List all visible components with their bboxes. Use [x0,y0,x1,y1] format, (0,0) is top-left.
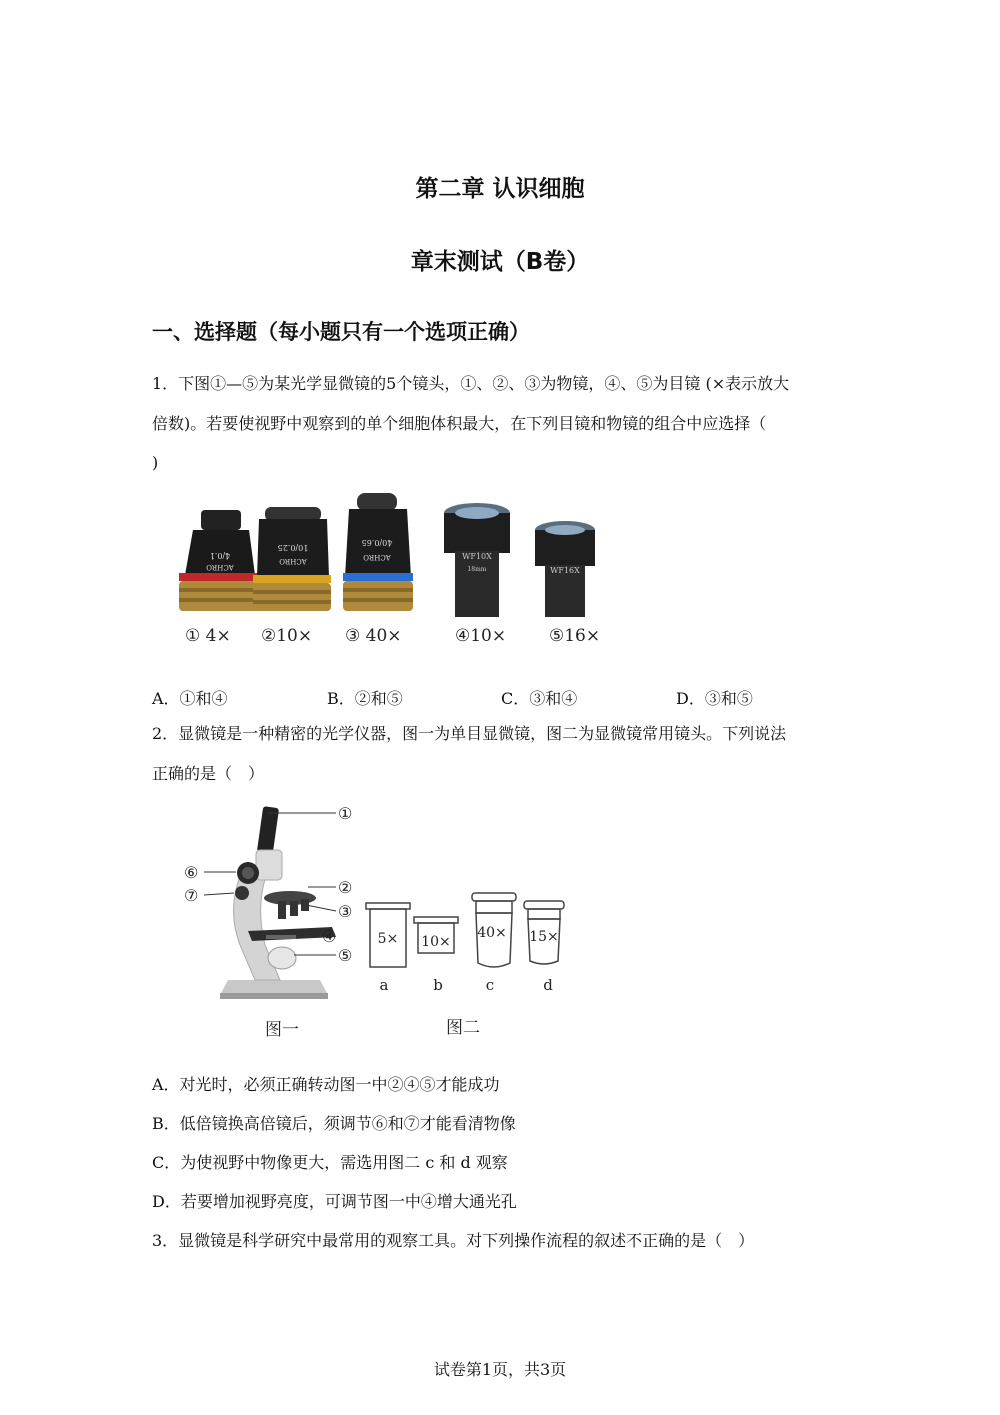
lens-letter: d [543,976,553,994]
callout-label: ④ [322,927,337,946]
page-footer: 试卷第1页，共3页 [433,1360,567,1379]
chapter-title: 第二章 认识细胞 [415,176,585,202]
q1-option-d[interactable]: D．③和⑤ [676,689,753,708]
objective-lens-2 [253,507,331,611]
lens-engraving: ACHRO [279,557,307,565]
lens-letter: b [433,976,443,994]
lens-letter: c [485,976,495,994]
figure-caption: 图一 [265,1020,299,1040]
microscope-illustration [184,804,352,999]
lens-caption: ④10× [455,626,507,646]
subtitle: 章末测试（B卷） [410,249,590,275]
section-heading: 一、选择题（每小题只有一个选项正确） [152,320,530,344]
callout-label: ② [338,878,353,897]
q2-option-b[interactable]: B．低倍镜换高倍镜后，须调节⑥和⑦才能看清物像 [152,1114,516,1133]
lens-engraving: 40/0.65 [361,538,393,547]
eyepiece-lens-5 [535,521,595,617]
lens-engraving: 10/0.25 [277,543,309,552]
callout-label: ⑥ [184,863,199,882]
callout-label: ③ [338,902,353,921]
lens-engraving: 18mm [467,566,487,573]
lens-magnification: 40× [477,925,507,941]
callout-label: ⑤ [338,946,353,965]
q1-option-a[interactable]: A．①和④ [152,689,228,708]
lens-engraving: 4/0.1 [209,551,231,560]
q2-option-a[interactable]: A．对光时，必须正确转动图一中②④⑤才能成功 [152,1075,500,1094]
q3-stem-line1: 3．显微镜是科学研究中最常用的观察工具。对下列操作流程的叙述不正确的是（ ） [152,1231,755,1250]
lens-magnification: 15× [529,929,559,945]
lens-caption: ① 4× [185,626,231,646]
q1-option-b[interactable]: B．②和⑤ [327,689,403,708]
lens-engraving: ACHRO [363,553,391,561]
lens-magnification: 10× [421,934,451,950]
lens-engraving: ACHRO [206,563,234,571]
lens-caption: ②10× [261,626,313,646]
q1-stem-line1: 1．下图①—⑤为某光学显微镜的5个镜头，①、②、③为物镜，④、⑤为目镜 (×表示放大 [152,374,790,393]
callout-label: ① [338,804,353,823]
lens-caption: ③ 40× [345,626,402,646]
q1-stem-line3: ) [152,453,159,472]
q2-stem-line2: 正确的是（ ） [152,764,265,783]
q2-option-d[interactable]: D．若要增加视野亮度，可调节图一中④增大通光孔 [152,1192,517,1211]
q2-stem-line1: 2．显微镜是一种精密的光学仪器，图一为单目显微镜，图二为显微镜常用镜头。下列说法 [152,724,787,743]
q2-option-c[interactable]: C．为使视野中物像更大，需选用图二 c 和 d 观察 [152,1153,508,1172]
lens-color-band [179,573,261,581]
lens-color-band [343,573,413,581]
q2-figure [170,795,590,1045]
lens-letter: a [379,976,389,994]
lens-color-band [253,575,331,583]
q1-option-c[interactable]: C．③和④ [501,689,578,708]
objective-lens-1 [179,510,261,611]
figure-caption: 图二 [446,1018,480,1038]
lens-diagram [366,893,564,994]
lens-engraving: WF10X [462,552,492,561]
lens-engraving: WF16X [550,566,580,575]
q1-stem-line2: 倍数)。若要使视野中观察到的单个细胞体积最大，在下列目镜和物镜的组合中应选择（ [152,414,767,433]
lens-magnification: 5× [377,931,399,947]
q1-lens-figure [165,485,615,655]
callout-label: ⑦ [184,886,199,905]
eyepiece-lens-4 [444,503,510,617]
lens-caption: ⑤16× [549,626,601,646]
objective-lens-3 [343,493,413,611]
